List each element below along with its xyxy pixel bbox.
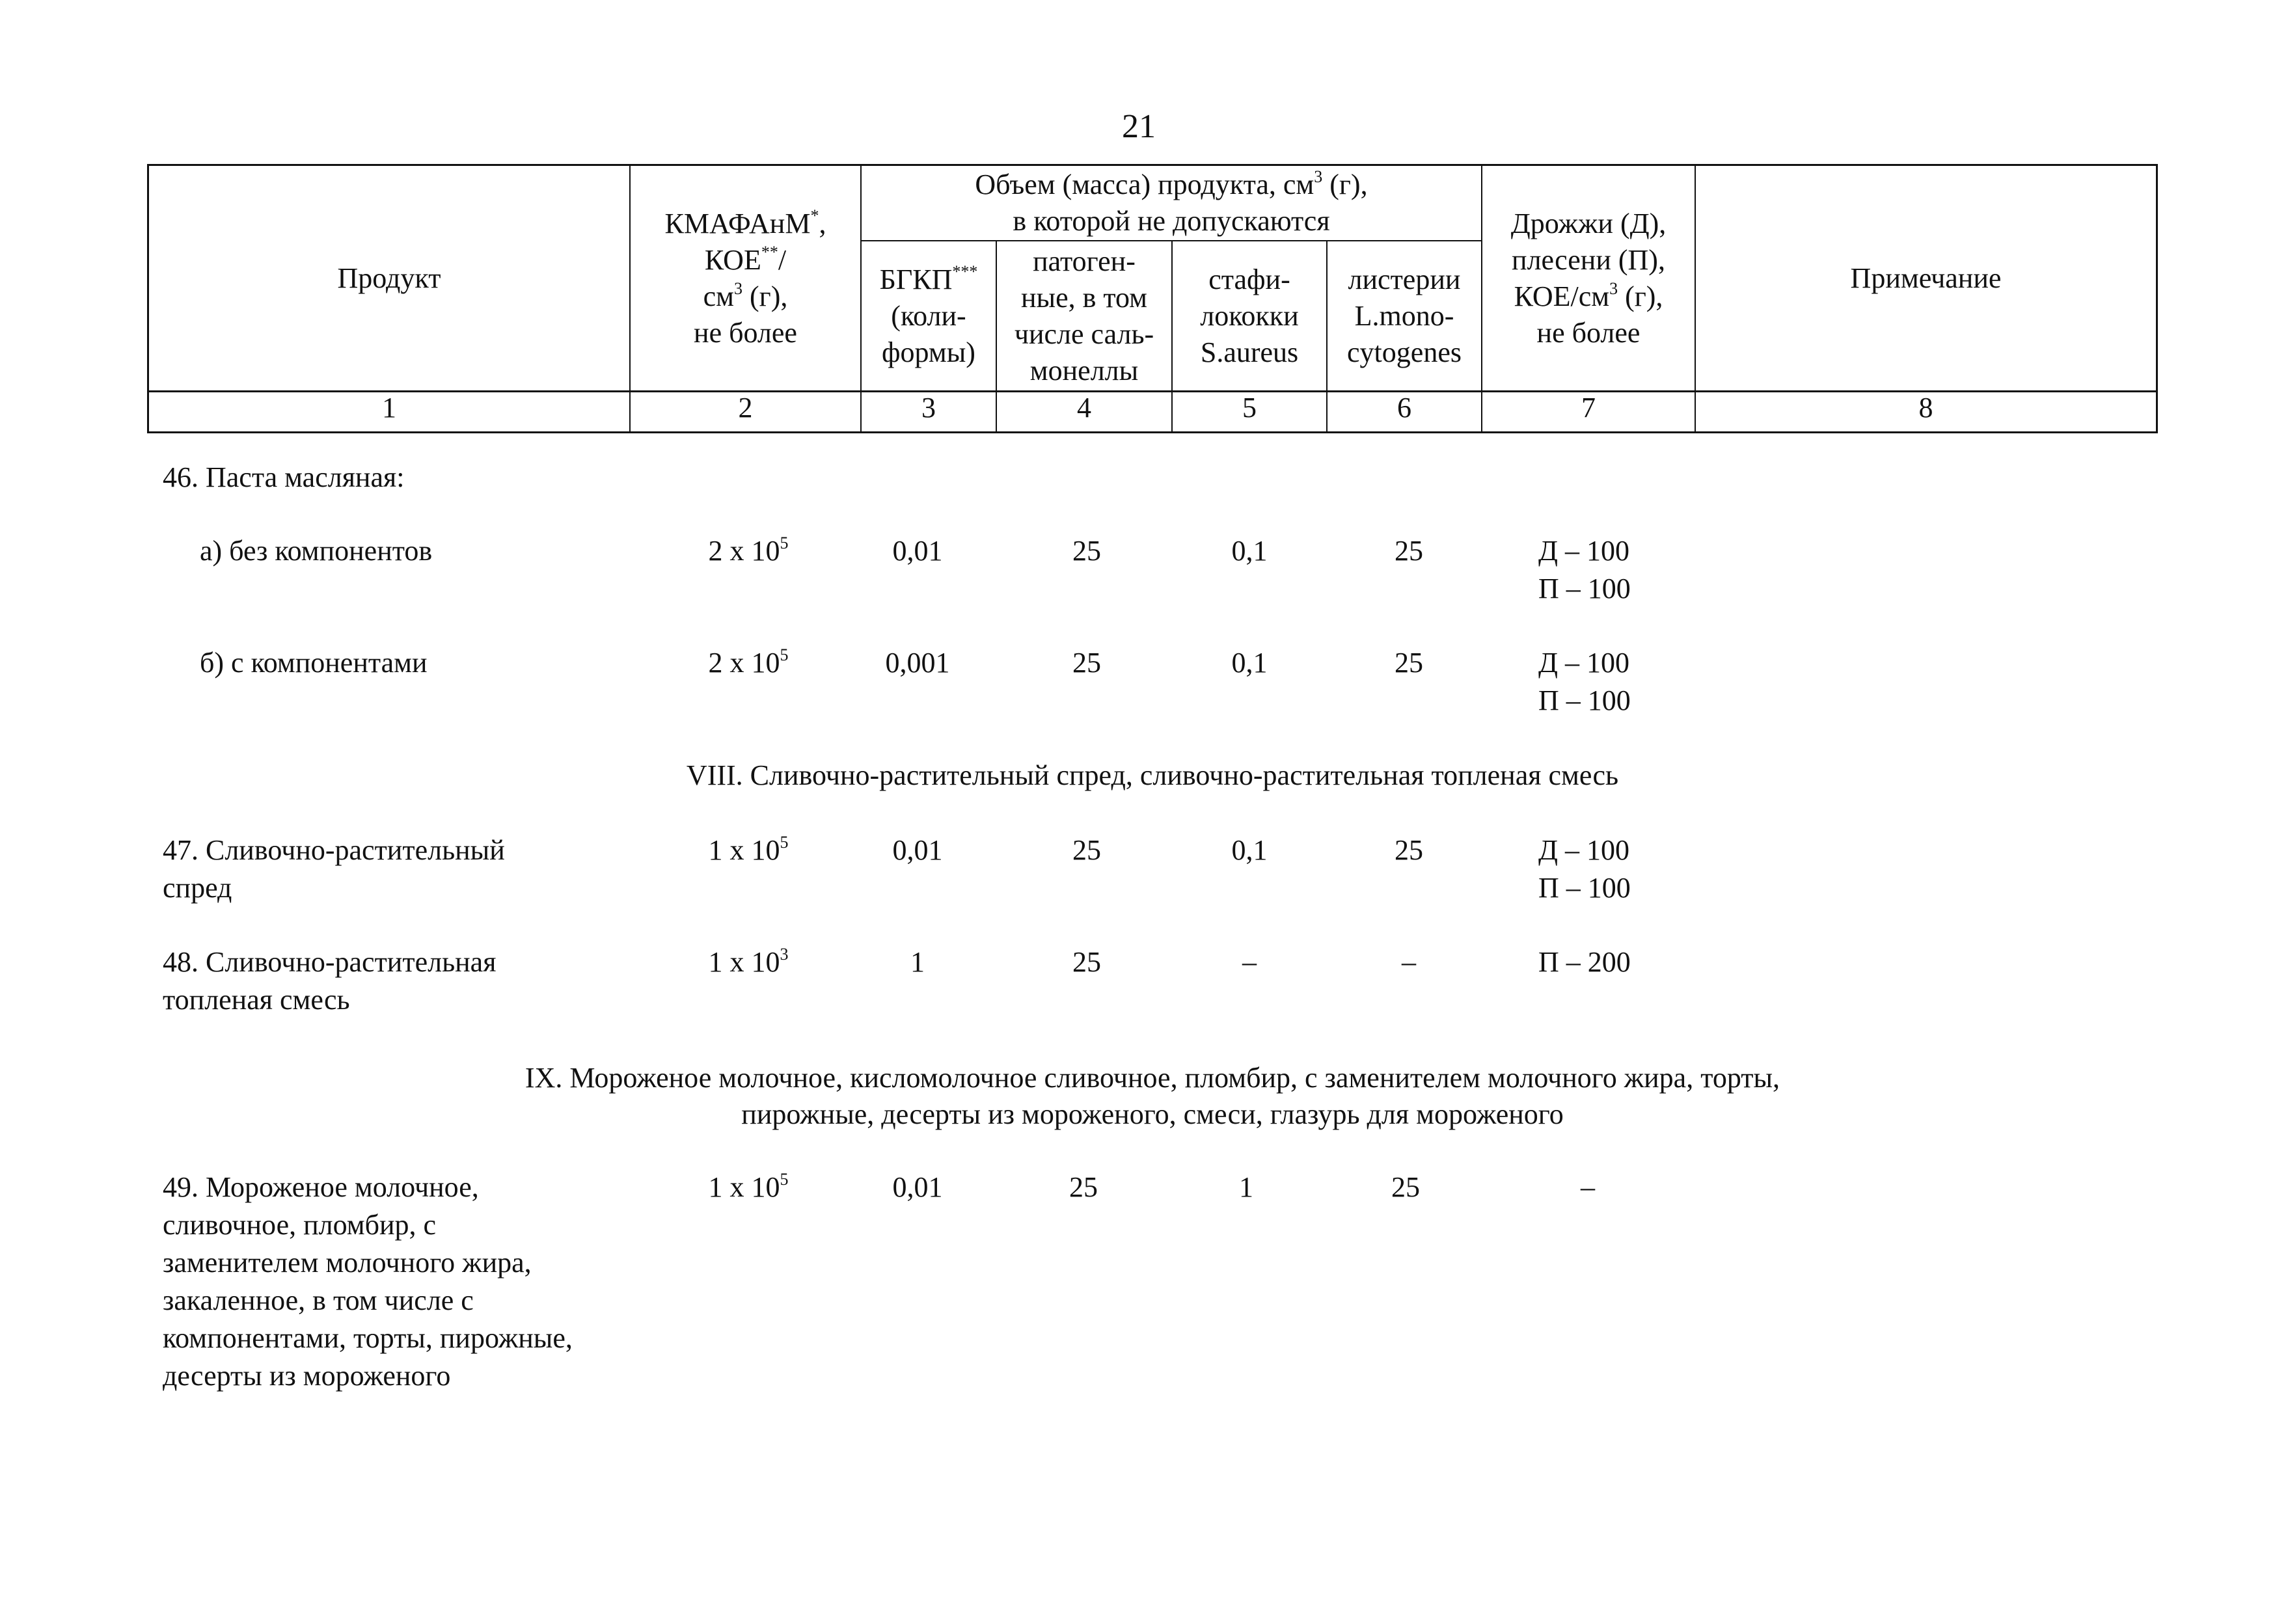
row-b-kmaf: 2 х $10^5$	[708, 645, 789, 679]
col-number-7: 7	[1581, 392, 1596, 424]
header-note: Примечание	[1850, 262, 2002, 294]
item-46-title: 46. Паста масляная:	[163, 461, 405, 493]
col-number-8: 8	[1918, 392, 1933, 424]
header-group-volume: Объем (масса) продукта, $см^3$ (г), в которой не допускаются	[975, 167, 1368, 237]
header-product	[149, 166, 629, 390]
header-kmafanm: КМАФАнМ*, КОЕ**/ $см^3$ (г), не более	[664, 206, 826, 349]
row-b-c4: 25	[1072, 647, 1101, 679]
row-47-name-l1: 47. Сливочно-растительный	[163, 834, 505, 866]
col-number-2: 2	[738, 392, 753, 424]
col-number-6: 6	[1397, 392, 1411, 424]
row-47-c3: 0,01	[892, 834, 943, 866]
header-staph: стафи- лококки S.aureus	[1200, 263, 1299, 368]
row-49-name-l1: 49. Мороженое молочное,	[163, 1171, 479, 1203]
row-48-name-l1: 48. Сливочно-растительная	[163, 946, 497, 978]
row-48-c4: 25	[1072, 946, 1101, 978]
row-47-name-l2: спред	[163, 872, 232, 904]
row-48-c5: –	[1242, 946, 1257, 978]
row-47-c6: 25	[1395, 834, 1423, 866]
row-a-name: а) без компонентов	[200, 535, 433, 567]
row-47-c4: 25	[1072, 834, 1101, 866]
row-b-c5: 0,1	[1231, 647, 1268, 679]
header-listeria: листерии L.mono- cytogenes	[1347, 263, 1462, 368]
row-49-name-l4: закаленное, в том числе с	[163, 1284, 474, 1316]
row-49-c3: 0,01	[892, 1171, 943, 1203]
row-a-c5: 0,1	[1231, 535, 1268, 567]
row-a-kmaf: 2 х $10^5$	[708, 534, 789, 567]
header-product-label: Продукт	[337, 262, 441, 294]
row-49-c6: 25	[1391, 1171, 1420, 1203]
border-right	[2156, 164, 2158, 433]
table-header	[147, 164, 2158, 433]
row-49-kmaf: 1 х $10^5$	[708, 1170, 789, 1203]
row-b-c6: 25	[1395, 647, 1423, 679]
header-bgkp: БГКП*** (коли- формы)	[879, 262, 978, 368]
row-b-c7-mold: П – 100	[1538, 684, 1631, 716]
col-number-3: 3	[921, 392, 936, 424]
row-49-name-l2: сливочное, пломбир, с	[163, 1209, 437, 1241]
row-49-name-l6: десерты из мороженого	[163, 1360, 451, 1392]
row-49-name-l5: компонентами, торты, пирожные,	[163, 1322, 573, 1354]
row-47-kmaf: 1 х $10^5$	[708, 833, 789, 866]
row-48-kmaf: 1 х $10^3$	[708, 945, 789, 978]
row-48-c7-mold: П – 200	[1538, 946, 1631, 978]
row-b-name: б) с компонентами	[200, 647, 428, 679]
row-47-c7-mold: П – 100	[1538, 872, 1631, 904]
row-49-c5: 1	[1239, 1171, 1253, 1203]
col-number-1: 1	[382, 392, 396, 424]
row-a-c4: 25	[1072, 535, 1101, 567]
row-48-name-l2: топленая смесь	[163, 984, 350, 1016]
col-number-4: 4	[1077, 392, 1091, 424]
row-47-c5: 0,1	[1231, 834, 1268, 866]
row-b-c7-yeast: Д – 100	[1538, 647, 1630, 679]
row-48-c6: –	[1402, 946, 1416, 978]
row-a-c7-mold: П – 100	[1538, 573, 1631, 604]
page-number: 21	[1122, 108, 1156, 145]
row-a-c3: 0,01	[892, 535, 943, 567]
row-a-c6: 25	[1395, 535, 1423, 567]
section-viii-heading: VIII. Сливочно-растительный спред, сливочно-растительная топленая смесь	[686, 759, 1619, 791]
col-number-5: 5	[1242, 392, 1257, 424]
header-pathogenic: патоген- ные, в том числе саль- монеллы	[1014, 245, 1154, 386]
row-b-c3: 0,001	[885, 647, 950, 679]
header-yeast-mold: Дрожжи (Д), плесени (П), КОЕ/$см^3$ (г), не более	[1510, 207, 1667, 349]
row-a-c7-yeast: Д – 100	[1538, 535, 1630, 567]
row-49-name-l3: заменителем молочного жира,	[163, 1247, 532, 1279]
row-49-c7: –	[1581, 1171, 1595, 1203]
section-ix-heading-line1: IX. Мороженое молочное, кисломолочное сливочное, пломбир, с заменителем молочного жира, торты,	[524, 1062, 1780, 1094]
row-47-c7-yeast: Д – 100	[1538, 834, 1630, 866]
border-bottom	[147, 431, 2158, 433]
row-48-c3: 1	[910, 946, 925, 978]
section-ix-heading-line2: пирожные, десерты из мороженого, смеси, глазурь для мороженого	[741, 1098, 1564, 1130]
row-49-c4: 25	[1069, 1171, 1098, 1203]
